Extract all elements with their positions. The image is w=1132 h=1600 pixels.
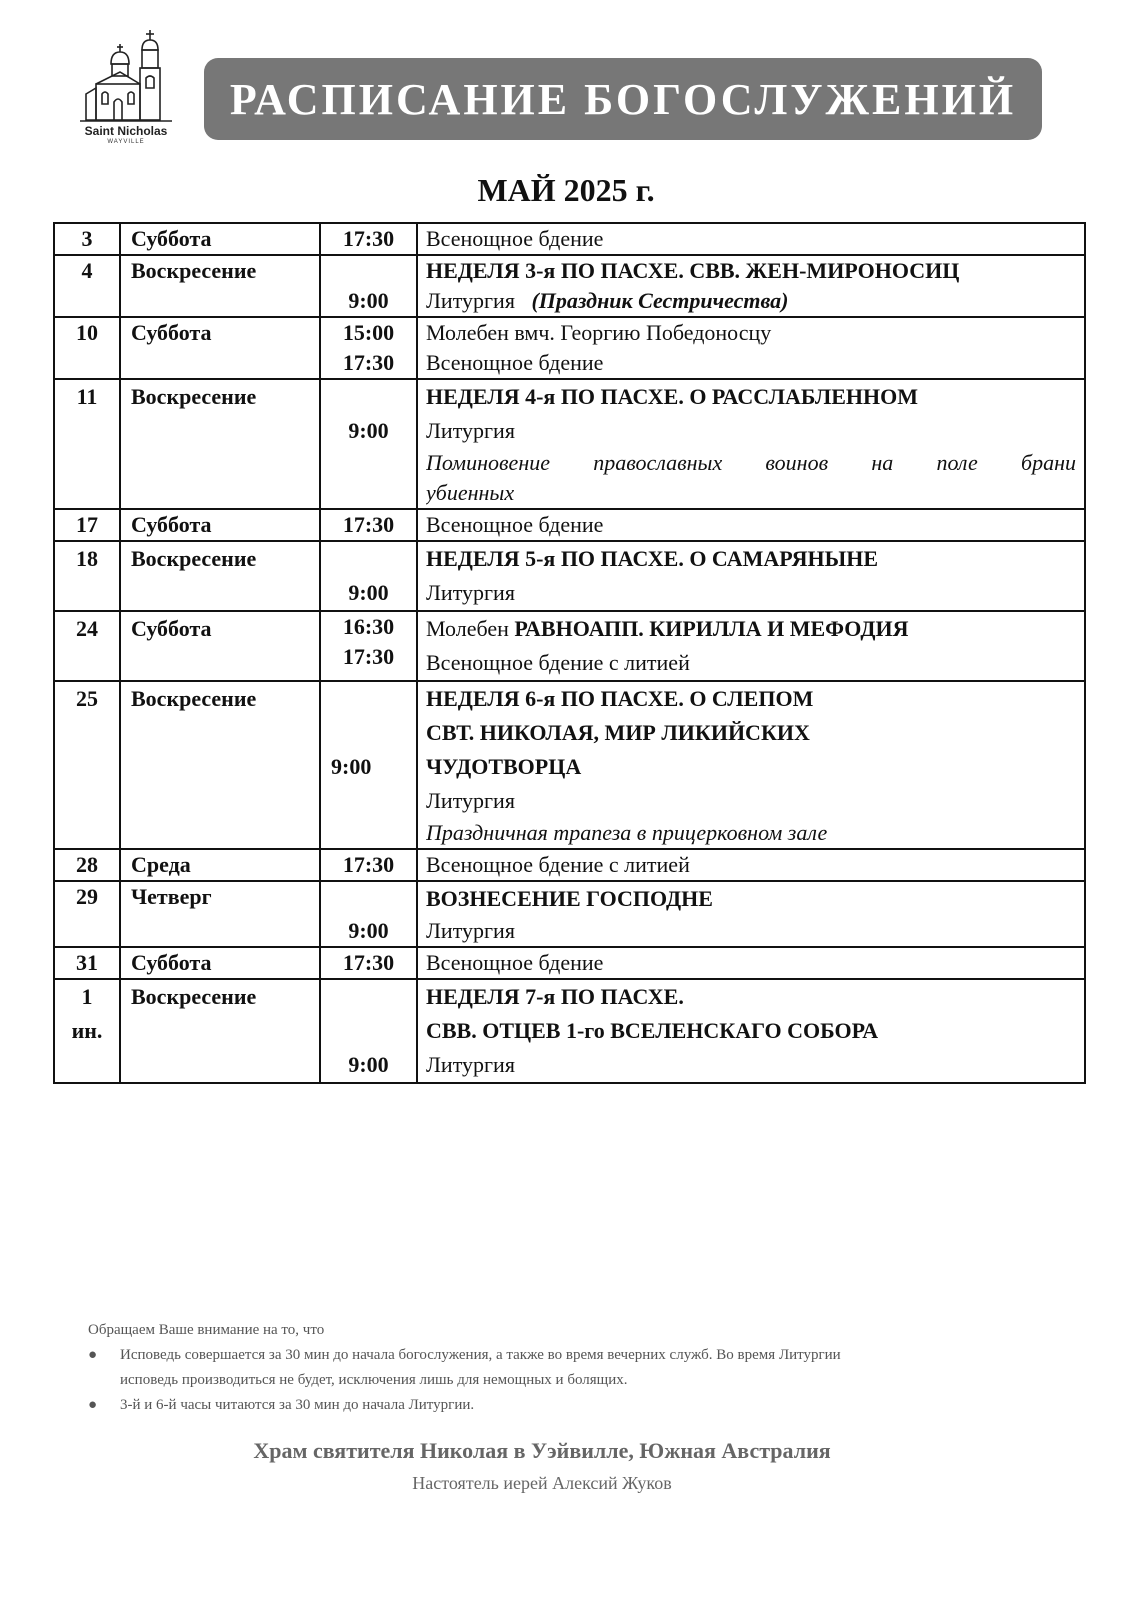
time-cell — [320, 947, 417, 979]
service-text: Молебен вмч. Георгию Победоносцу — [426, 320, 772, 345]
service-text — [426, 286, 1076, 316]
weekday-cell — [120, 979, 320, 1083]
table-row — [54, 541, 1085, 611]
service-time: 9:00 — [348, 288, 389, 313]
time-cell — [320, 379, 417, 509]
day-number: 10 — [76, 320, 98, 345]
table-row — [54, 611, 1085, 681]
time-cell — [320, 223, 417, 255]
service-title: СВВ. ОТЦЕВ 1-го ВСЕЛЕНСКАГО СОБОРА — [426, 1018, 879, 1043]
weekday-cell — [120, 849, 320, 881]
weekday-label: Воскресение — [131, 384, 257, 409]
service-title: ЧУДОТВОРЦА — [426, 754, 582, 779]
service-time: 17:30 — [342, 226, 395, 251]
service-cell — [417, 317, 1085, 379]
weekday-label: Воскресение — [131, 258, 257, 283]
day-number: 29 — [76, 884, 98, 909]
service-text: Литургия — [426, 1052, 515, 1077]
day-number: 28 — [76, 852, 98, 877]
service-time: 17:30 — [342, 512, 395, 537]
weekday-cell — [120, 541, 320, 611]
time-cell — [320, 317, 417, 379]
service-cell — [417, 379, 1085, 509]
time-cell — [320, 979, 417, 1083]
list-item — [88, 1393, 1048, 1418]
service-time — [321, 1014, 416, 1048]
time-cell — [320, 681, 417, 849]
service-time: 9:00 — [348, 418, 389, 443]
day-cell — [54, 541, 120, 611]
day-number: 17 — [76, 512, 98, 537]
table-row — [54, 223, 1085, 255]
service-time: 15:00 — [342, 320, 395, 345]
service-cell — [417, 509, 1085, 541]
table-row — [54, 681, 1085, 849]
service-title: НЕДЕЛЯ 3-я ПО ПАСХЕ. СВВ. ЖЕН-МИРОНОСИЦ — [426, 258, 960, 283]
day-number: 31 — [76, 950, 98, 975]
time-cell — [320, 255, 417, 317]
service-note: Поминовение православных воинов на поле брани — [426, 450, 1076, 475]
weekday-label: Суббота — [131, 950, 212, 975]
month-title: МАЙ 2025 г. — [477, 172, 655, 208]
rector-name: Настоятель иерей Алексий Жуков — [412, 1473, 672, 1493]
service-time: 16:30 — [342, 614, 395, 639]
weekday-label: Суббота — [131, 616, 212, 641]
table-row — [54, 509, 1085, 541]
note-text: Исповедь совершается за 30 мин до начала богослужения, а также во время вечерних служб. Во время Литургии — [120, 1347, 841, 1363]
time-cell — [320, 611, 417, 681]
service-cell — [417, 611, 1085, 681]
table-row — [54, 881, 1085, 947]
service-cell — [417, 541, 1085, 611]
weekday-label: Суббота — [131, 226, 212, 251]
church-icon — [80, 28, 172, 124]
weekday-cell — [120, 611, 320, 681]
table-row — [54, 317, 1085, 379]
service-text — [426, 612, 1076, 646]
weekday-label: Суббота — [131, 512, 212, 537]
weekday-label: Четверг — [131, 884, 212, 909]
service-cell — [417, 849, 1085, 881]
bullet-icon: ● — [88, 1397, 98, 1413]
service-text: Литургия — [426, 788, 515, 813]
schedule-banner: РАСПИСАНИЕ БОГОСЛУЖЕНИЙ — [204, 58, 1042, 140]
notes-intro: Обращаем Ваше внимание на то, что — [88, 1322, 325, 1338]
service-text: Литургия — [426, 418, 515, 443]
service-title: РАВНОАПП. КИРИЛЛА И МЕФОДИЯ — [514, 616, 909, 641]
logo-name: Saint Nicholas — [84, 124, 168, 138]
schedule-table — [53, 222, 1086, 1084]
service-time: 9:00 — [348, 580, 389, 605]
weekday-label: Воскресение — [131, 686, 257, 711]
list-item — [88, 1343, 1048, 1393]
service-title: СВТ. НИКОЛАЯ, МИР ЛИКИЙСКИХ — [426, 720, 810, 745]
service-time: 9:00 — [348, 918, 389, 943]
service-time: 17:30 — [342, 350, 395, 375]
day-number: 3 — [81, 226, 93, 251]
table-row — [54, 255, 1085, 317]
time-cell — [320, 509, 417, 541]
day-cell — [54, 849, 120, 881]
weekday-cell — [120, 317, 320, 379]
table-row — [54, 979, 1085, 1083]
service-note: убиенных — [426, 480, 515, 505]
service-time — [321, 882, 416, 916]
service-text: Литургия — [426, 918, 515, 943]
service-text: Литургия — [426, 288, 515, 313]
service-cell — [417, 681, 1085, 849]
service-text: Литургия — [426, 580, 515, 605]
weekday-cell — [120, 509, 320, 541]
day-number: 11 — [76, 384, 98, 409]
service-text: Всенощное бдение с литией — [426, 650, 690, 675]
service-text: Всенощное бдение — [426, 950, 604, 975]
day-number: 25 — [76, 686, 98, 711]
day-number: 24 — [76, 616, 98, 641]
service-note: Праздничная трапеза в прицерковном зале — [426, 820, 828, 845]
service-cell — [417, 947, 1085, 979]
table-row — [54, 947, 1085, 979]
service-time: 17:30 — [342, 852, 395, 877]
weekday-label: Суббота — [131, 320, 212, 345]
service-time: 17:30 — [342, 950, 395, 975]
service-time: 9:00 — [348, 1052, 389, 1077]
service-time — [321, 256, 416, 286]
notes-list — [88, 1343, 1048, 1418]
note-text: 3-й и 6-й часы читаются за 30 мин до начала Литургии. — [120, 1397, 475, 1413]
day-cell — [54, 881, 120, 947]
service-cell — [417, 223, 1085, 255]
time-cell — [320, 881, 417, 947]
notes-section — [88, 1318, 1048, 1418]
church-logo — [76, 28, 176, 146]
church-title: Храм святителя Николая в Уэйвилле, Южная Австралия — [253, 1438, 831, 1463]
service-note: (Праздник Сестричества) — [531, 288, 789, 313]
weekday-cell — [120, 681, 320, 849]
day-cell — [54, 379, 120, 509]
table-row — [54, 379, 1085, 509]
bullet-icon: ● — [88, 1347, 98, 1363]
weekday-cell — [120, 255, 320, 317]
day-number: 18 — [76, 546, 98, 571]
service-cell — [417, 979, 1085, 1083]
service-text: Всенощное бдение — [426, 512, 604, 537]
weekday-label: Воскресение — [131, 546, 257, 571]
day-cell — [54, 223, 120, 255]
table-row — [54, 849, 1085, 881]
day-cell — [54, 255, 120, 317]
day-cell — [54, 611, 120, 681]
service-time — [321, 380, 416, 414]
service-title: НЕДЕЛЯ 7-я ПО ПАСХЕ. — [426, 984, 684, 1009]
service-title: НЕДЕЛЯ 6-я ПО ПАСХЕ. О СЛЕПОМ — [426, 686, 814, 711]
service-title: НЕДЕЛЯ 4-я ПО ПАСХЕ. О РАССЛАБЛЕННОМ — [426, 384, 919, 409]
time-cell — [320, 541, 417, 611]
service-time — [321, 980, 416, 1014]
service-text: Молебен — [426, 616, 509, 641]
logo-subtitle: WAYVILLE — [107, 139, 145, 145]
service-time — [321, 542, 416, 576]
weekday-cell — [120, 881, 320, 947]
day-cell — [54, 681, 120, 849]
day-number: 1 — [81, 984, 93, 1009]
weekday-label: Среда — [131, 852, 191, 877]
note-text: исповедь производиться не будет, исключения лишь для немощных и болящих. — [120, 1372, 628, 1388]
service-title: ВОЗНЕСЕНИЕ ГОСПОДНЕ — [426, 886, 713, 911]
month-abbrev: ин. — [71, 1018, 103, 1043]
service-time: 9:00 — [331, 754, 372, 779]
service-title: НЕДЕЛЯ 5-я ПО ПАСХЕ. О САМАРЯНЫНЕ — [426, 546, 878, 571]
service-cell — [417, 881, 1085, 947]
day-cell — [54, 979, 120, 1083]
service-text: Всенощное бдение с литией — [426, 852, 690, 877]
weekday-cell — [120, 223, 320, 255]
service-text: Всенощное бдение — [426, 226, 604, 251]
weekday-cell — [120, 947, 320, 979]
day-cell — [54, 317, 120, 379]
day-number: 4 — [81, 258, 93, 283]
service-cell — [417, 255, 1085, 317]
service-time: 17:30 — [342, 644, 395, 669]
weekday-cell — [120, 379, 320, 509]
weekday-label: Воскресение — [131, 984, 257, 1009]
day-cell — [54, 509, 120, 541]
service-text: Всенощное бдение — [426, 350, 604, 375]
time-cell — [320, 849, 417, 881]
day-cell — [54, 947, 120, 979]
